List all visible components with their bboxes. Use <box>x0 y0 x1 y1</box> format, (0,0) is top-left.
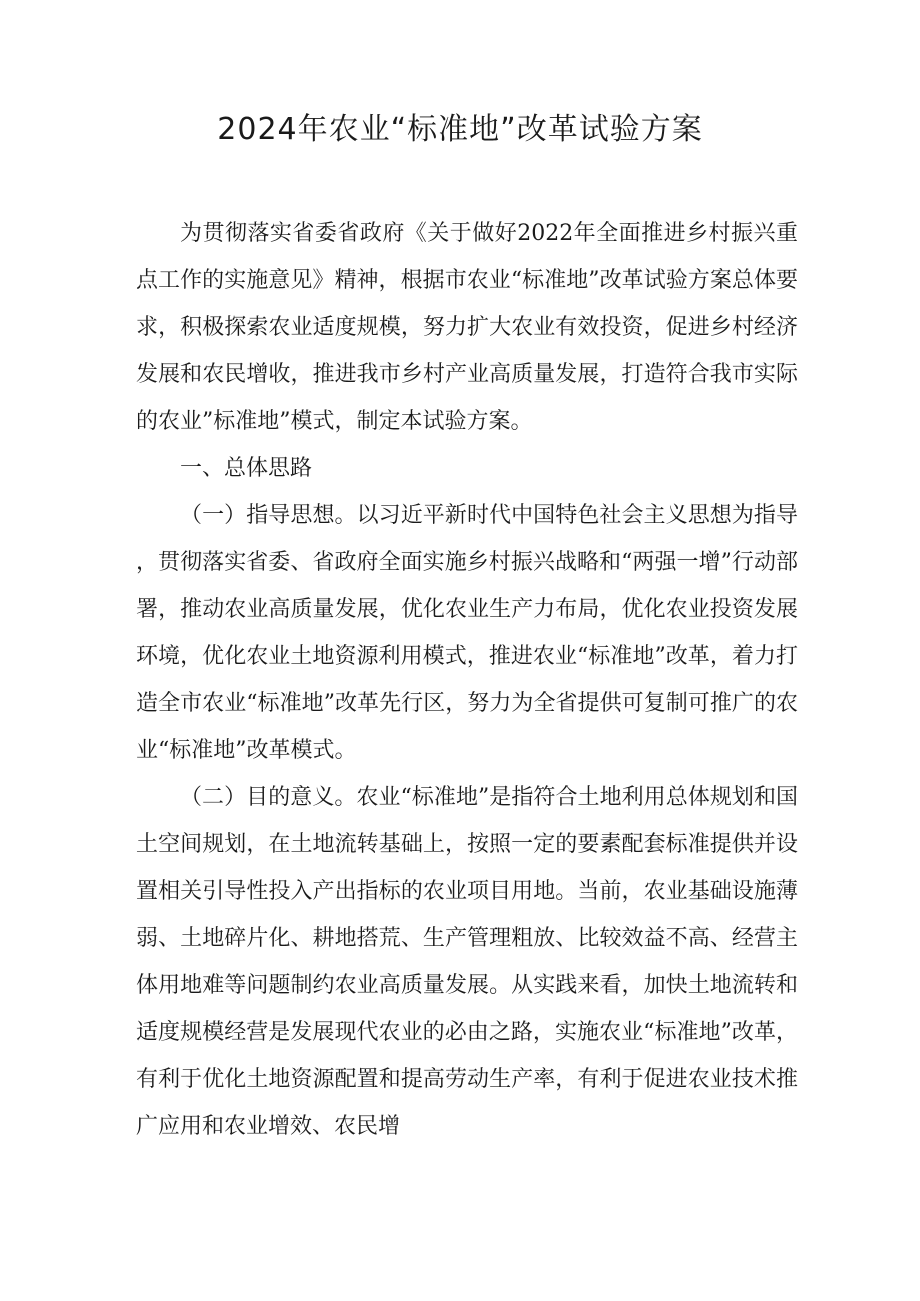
document-title: 2024年农业“标准地”改革试验方案 <box>217 112 703 147</box>
paragraph-intro: 为贯彻落实省委省政府《关于做好2022年全面推进乡村振兴重点工作的实施意见》精神，根据市农业“标准地”改革试验方案总体要求，积极探索农业适度规模，努力扩大农业有效投资，促进乡村经济发展和农民增收，推进我市乡村产业高质量发展，打造符合我市实际的农业”标准地”模式，制定本试验方案。 <box>136 221 798 434</box>
paragraph-guiding-thought: （一）指导思想。以习近平新时代中国特色社会主义思想为指导，贯彻落实省委、省政府全面实施乡村振兴战略和“两强一增”行动部署，推动农业高质量发展，优化农业生产力布局，优化农业投资发展环境，优化农业土地资源利用模式，推进农业“标准地”改革，着力打造全市农业“标准地”改革先行区，努力为全省提供可复制可推广的农业“标准地”改革模式。 <box>136 503 798 763</box>
section-heading-overall-thinking: 一、总体思路 <box>180 456 313 481</box>
document-body <box>136 210 798 1150</box>
paragraph-purpose-significance: （二）目的意义。农业“标准地”是指符合土地利用总体规划和国土空间规划，在土地流转基础上，按照一定的要素配套标准提供并设置相关引导性投入产出指标的农业项目用地。当前，农业基础设施薄弱、土地碎片化、耕地搭荒、生产管理粗放、比较效益不高、经营主体用地难等问题制约农业高质量发展。从实践来看，加快土地流转和适度规模经营是发展现代农业的必由之路，实施农业“标准地”改革，有利于优化土地资源配置和提高劳动生产率，有利于促进农业技术推广应用和农业增效、农民增 <box>136 785 798 1139</box>
